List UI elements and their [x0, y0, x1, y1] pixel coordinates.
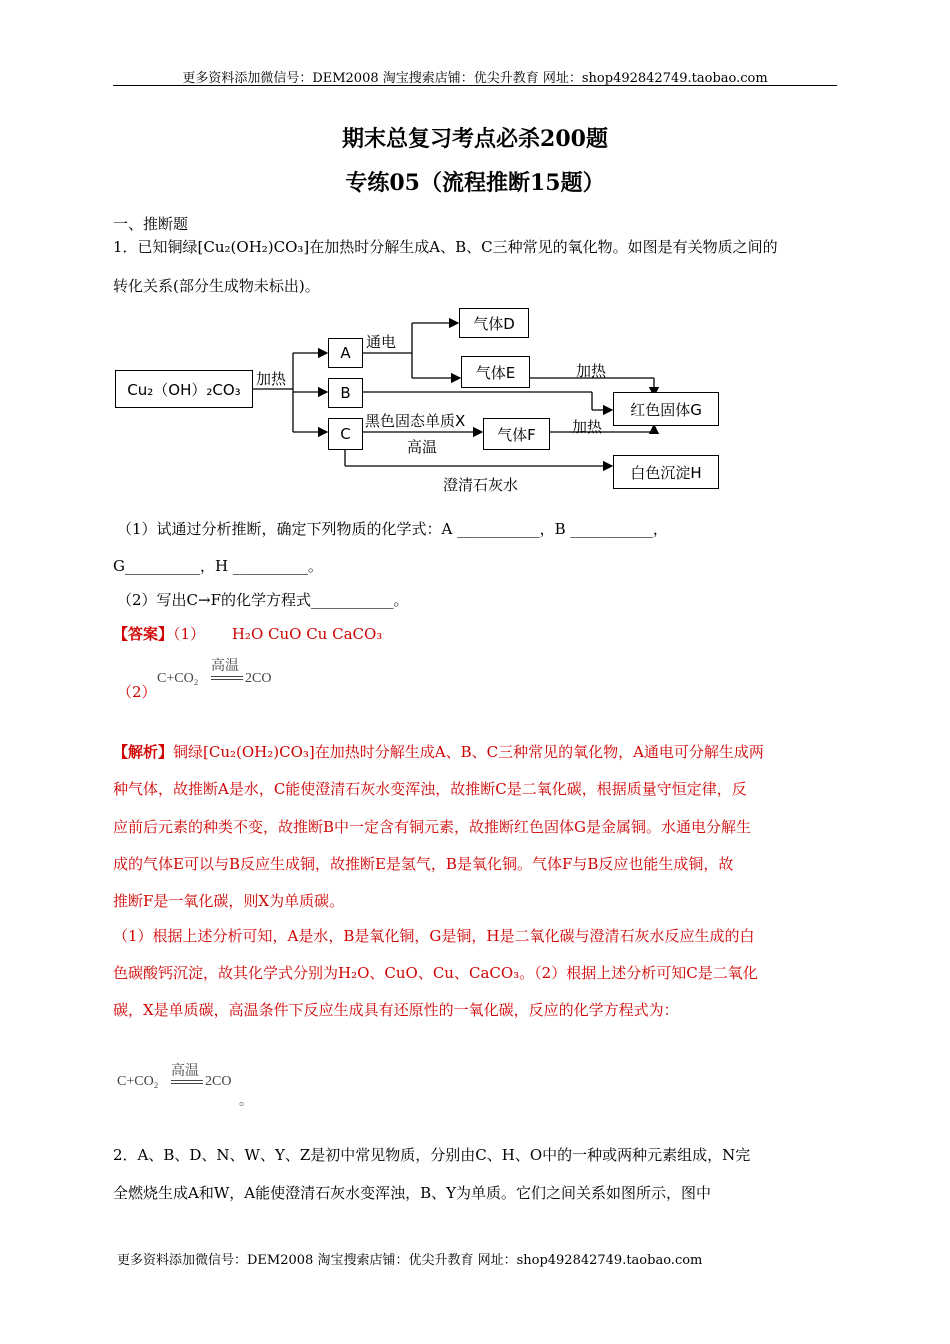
footer-note: 更多资料添加微信号：DEM2008 淘宝搜索店铺：优尖升教育 网址：shop492842749.taobao.com: [117, 1253, 703, 1268]
analysis-text-0: 铜绿[Cu₂(OH₂)CO₃]在加热时分解生成A、B、C三种常见的氧化物，A通电可分解生成两: [173, 743, 764, 761]
equation-analysis: [117, 1060, 257, 1110]
label-limewater: 澄清石灰水: [443, 476, 519, 494]
q2-line1: 2．A、B、D、N、W、Y、Z是初中常见物质，分别由C、H、O中的一种或两种元素组成，N完: [113, 1146, 751, 1164]
node-gas-f: 气体F: [483, 418, 550, 450]
node-gas-e: 气体E: [461, 356, 530, 388]
q1-sub1-line2: G__________，H __________。: [113, 557, 323, 575]
eq2-condition: 高温: [171, 1064, 199, 1079]
node-a: A: [328, 338, 363, 368]
eq-right: 2CO: [245, 671, 272, 686]
q2-line2: 全燃烧生成A和W，A能使澄清石灰水变浑浊，B、Y为单质。它们之间关系如图所示，图中: [113, 1184, 712, 1202]
analysis-line7: 色碳酸钙沉淀，故其化学式分别为H₂O、CuO、Cu、CaCO₃。（2）根据上述分析可知C是二氧化: [113, 964, 758, 982]
label-heat-3: 加热: [572, 418, 603, 436]
analysis-label: 【解析】: [113, 743, 174, 761]
section-heading: 一、推断题: [113, 215, 189, 233]
analysis-line4: 成的气体E可以与B反应生成铜，故推断E是氢气，B是氧化铜。气体F与B反应也能生成铜，故: [113, 855, 734, 873]
title-sub: 专练05（流程推断15题）: [345, 170, 605, 196]
q1-line2: 转化关系(部分生成物未标出)。: [113, 277, 320, 295]
label-electrolysis: 通电: [366, 333, 397, 351]
node-c: C: [328, 418, 363, 450]
label-heat-1: 加热: [256, 370, 287, 388]
eq-sign: [211, 676, 243, 680]
q1-sub2: （2）写出C→F的化学方程式___________。: [117, 591, 409, 609]
label-high-temp: 高温: [407, 438, 438, 456]
analysis-line5: 推断F是一氧化碳，则X为单质碳。: [113, 892, 345, 910]
eq2-left: C+CO₂: [117, 1074, 159, 1089]
answer-label: 【答案】: [113, 625, 174, 643]
equation-answer: [157, 655, 287, 695]
analysis-line8: 碳，X是单质碳，高温条件下反应生成具有还原性的一氧化碳，反应的化学方程式为：: [113, 1001, 679, 1019]
eq-left: C+CO₂: [157, 671, 199, 686]
answer-part2-label: （2）: [117, 683, 157, 701]
answer-part1-label: （1）: [173, 625, 206, 643]
analysis-line2: 种气体，故推断A是水，C能使澄清石灰水变浑浊，故推断C是二氧化碳，根据质量守恒定律，反: [113, 780, 747, 798]
header-rule: [113, 85, 837, 86]
eq2-right: 2CO: [205, 1074, 232, 1089]
node-white-precipitate-h: 白色沉淀H: [613, 455, 719, 489]
label-heat-2: 加热: [576, 362, 607, 380]
q1-sub1-line1: （1）试通过分析推断，确定下列物质的化学式：A ___________，B ___________，: [117, 520, 668, 538]
node-red-solid-g: 红色固体G: [613, 392, 719, 426]
label-black-solid-x: 黑色固态单质X: [365, 412, 466, 430]
node-gas-d: 气体D: [459, 308, 529, 338]
node-b: B: [328, 378, 363, 408]
title-main: 期末总复习考点必杀200题: [342, 126, 608, 152]
analysis-line6: （1）根据上述分析可知，A是水，B是氧化铜，G是铜，H是二氧化碳与澄清石灰水反应生成的白: [113, 927, 755, 945]
eq-condition: 高温: [211, 659, 239, 674]
answer-formulas: H₂O CuO Cu CaCO₃: [231, 625, 383, 643]
answer-row: [113, 623, 382, 644]
analysis-line3: 应前后元素的种类不变，故推断B中一定含有铜元素，故推断红色固体G是金属铜。水通电分解生: [113, 818, 752, 836]
eq2-period: 。: [239, 1094, 253, 1109]
eq2-sign: [171, 1080, 203, 1084]
q1-line1: 1．已知铜绿[Cu₂(OH₂)CO₃]在加热时分解生成A、B、C三种常见的氧化物。如图是有关物质之间的: [113, 238, 778, 256]
header-note: 更多资料添加微信号：DEM2008 淘宝搜索店铺：优尖升教育 网址：shop492842749.taobao.com: [182, 71, 768, 86]
node-copper-carbonate: Cu₂（OH）₂CO₃: [115, 370, 253, 408]
analysis-line1: [113, 741, 764, 762]
